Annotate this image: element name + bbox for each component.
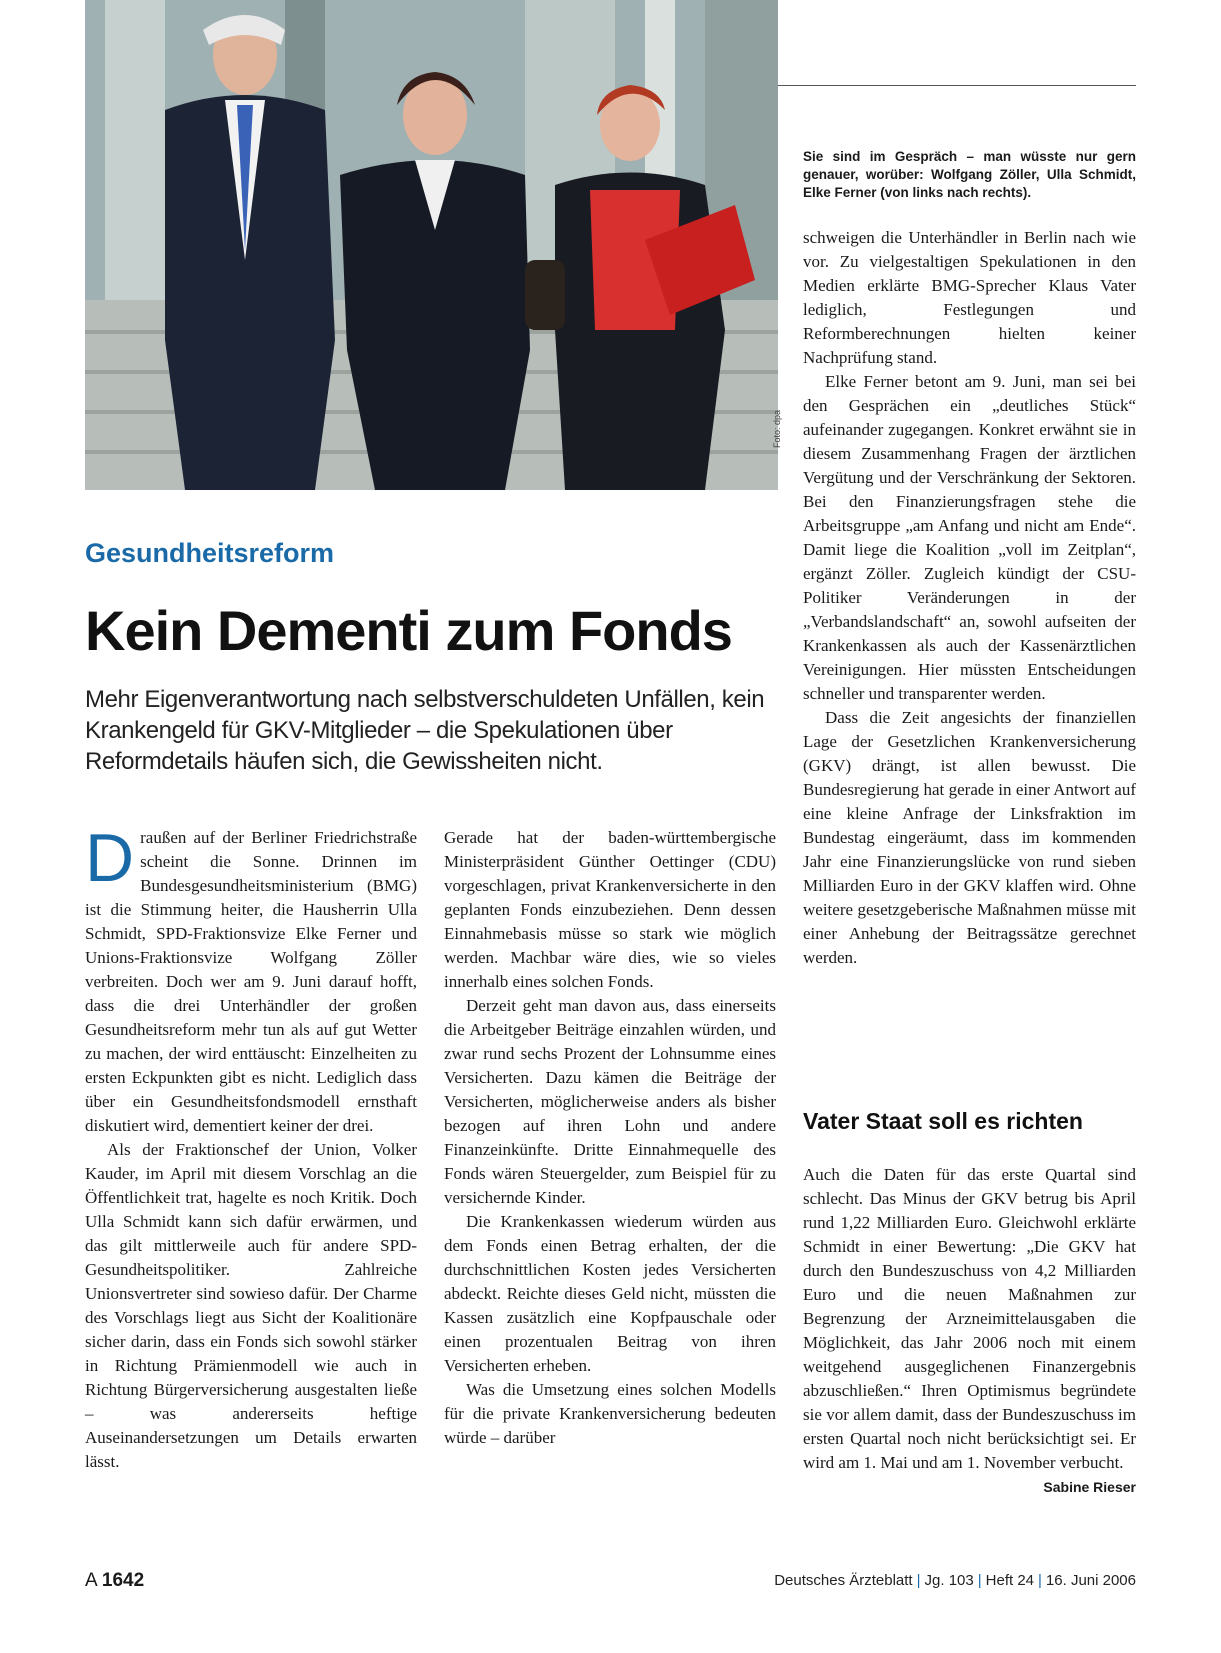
journal-footer: Deutsches Ärzteblatt | Jg. 103 | Heft 24 | 16. Juni 2006: [774, 1572, 1136, 1589]
kicker: Gesundheitsreform: [85, 538, 335, 568]
article-photo: [85, 0, 778, 490]
paragraph: [85, 820, 417, 1138]
top-rule: [778, 85, 1136, 86]
photo-caption: Sie sind im Gespräch – man wüsste nur gern genauer, worüber: Wolfgang Zöller, Ulla Schmidt, Elke Ferner (von links nach rechts).: [803, 149, 1136, 200]
paragraph: Derzeit geht man davon aus, dass einerseits die Arbeitgeber Beiträge einzahlen würden, und zwar rund sechs Prozent der Lohnsumme eines Versicherten. Dazu kämen die Beiträge der Versicherten, möglicherweise anders als bisher bezogen auf ihren Lohn und andere Finanzeinkünfte. Dritte Einnahmequelle des Fonds wären Steuergelder, zum Beispiel für zu versichernde Kinder.: [444, 996, 776, 1207]
paragraph: Dass die Zeit angesichts der finanziellen Lage der Gesetzlichen Krankenversicherung (GKV) drängt, ist allen bewusst. Die Bundesregierung hat gerade in einer Antwort auf eine kleine Anfrage der Linksfraktion im Bundestag eingeräumt, dass im kommenden Jahr eine Finanzierungslücke von rund sieben Milliarden Euro in der GKV klaffen wird. Ohne weitere gesetzgeberische Maßnahmen müsse mit einer Anhebung der Beitragssätze gerechnet werden.: [803, 708, 1136, 967]
journal-date: 16. Juni 2006: [1045, 1572, 1136, 1589]
photo-illustration: [85, 0, 778, 490]
article-column-2: [444, 826, 776, 1450]
page-prefix: A: [85, 1570, 97, 1591]
paragraph: Die Krankenkassen wiederum würden aus dem Fonds einen Betrag erhalten, der die durchschnittlichen Kosten jedes Versicherten abdeckt. Reichte dieses Geld nicht, müssten die Kassen zusätzlich eine Kopfpauschale oder einen prozentualen Beitrag von ihren Versicherten erheben.: [444, 1212, 776, 1375]
page-number: [85, 1570, 144, 1592]
paragraph: schweigen die Unterhändler in Berlin nach wie vor. Zu vielgestaltigen Spekulationen in den Medien erklärte BMG-Sprecher Klaus Vater lediglich, Festlegungen und Reformberechnungen hielten keiner Nachprüfung stand.: [803, 228, 1136, 367]
paragraph: Elke Ferner betont am 9. Juni, man sei bei den Gesprächen ein „deutliches Stück“ aufeinander zugegangen. Konkret erwähnt sie in diesem Zusammenhang Fragen der ärztlichen Vergütung und der Verschränkung der Sektoren. Bei den Finanzierungsfragen stehe die Arbeitsgruppe „am Anfang und nicht am Ende“. Damit liege die Koalition „voll im Zeitplan“, ergänzt Zöller. Zugleich kündigt der CSU-Politiker Veränderungen in der „Verbandslandschaft“ an, sowohl aufseiten der Krankenkassen als auch der Kassenärztlichen Vereinigungen. Hier müssten Entscheidungen schneller und transparenter werden.: [803, 372, 1136, 703]
subheading: Vater Staat soll es richten: [803, 1108, 1083, 1134]
drop-cap: D: [85, 820, 135, 896]
headline: Kein Dementi zum Fonds: [85, 599, 732, 662]
paragraph: Als der Fraktionschef der Union, Volker Kauder, im April mit diesem Vorschlag an die Öffentlichkeit trat, hagelte es noch Kritik. Doch Ulla Schmidt kann sich dafür erwärmen, und das gilt mittlerweile auch für andere SPD-Gesundheitspolitiker. Zahlreiche Unionsvertreter sind sowieso dafür. Der Charme des Vorschlags liegt aus Sicht der Koalitionäre sicher darin, dass ein Fonds sich sowohl stärker in Richtung Prämienmodell wie auch in Richtung Bürgerversicherung ausgestalten ließe – was andererseits heftige Auseinandersetzungen um Details erwarten lässt.: [85, 1140, 417, 1471]
paragraph: [803, 1163, 1136, 1495]
article-column-3-bottom: [803, 1163, 1136, 1499]
journal-name: Deutsches Ärzteblatt: [774, 1572, 913, 1589]
photo-credit: Foto: dpa: [772, 409, 782, 448]
page-number-value: 1642: [101, 1570, 145, 1591]
paragraph: Gerade hat der baden-württembergische Ministerpräsident Günther Oettinger (CDU) vorgeschlagen, privat Krankenversicherte in den geplanten Fonds einzubeziehen. Denn dessen Einnahmebasis müsse so stark wie möglich werden. Machbar wäre dies, wie so vieles innerhalb eines solchen Fonds.: [444, 828, 776, 991]
article-column-1: [85, 820, 417, 1474]
paragraph: Was die Umsetzung eines solchen Modells für die private Krankenversicherung bedeuten würde – darüber: [444, 1380, 776, 1447]
paragraph-text: Auch die Daten für das erste Quartal sind schlecht. Das Minus der GKV betrug bis April rund 1,22 Milliarden Euro. Gleichwohl erklärte Schmidt in einer Bewertung: „Die GKV hat durch den Bundeszuschuss von 4,2 Milliarden Euro und die neuen Maßnahmen zur Begrenzung der Arzneimittelausgaben die Möglichkeit, das Jahr 2006 noch mit einem weitgehend ausgeglichenen Finanzergebnis abzuschließen.“ Ihren Optimismus begründete sie vor allem damit, dass der Bundeszuschuss im ersten Quartal noch nicht berücksichtigt sei. Er wird am 1. Mai und am 1. November verbucht.: [803, 1165, 1136, 1472]
article-column-3: [803, 226, 1136, 970]
author-name: Sabine Rieser: [1043, 1479, 1136, 1495]
lead-text: Mehr Eigenverantwortung nach selbstverschuldeten Unfällen, kein Krankengeld für GKV-Mitglieder – die Spekulationen über Reformdetails häufen sich, die Gewissheiten nicht.: [85, 686, 765, 775]
journal-issue: Heft 24: [985, 1572, 1035, 1589]
journal-volume: Jg. 103: [924, 1572, 974, 1589]
paragraph-text: raußen auf der Berliner Friedrichstraße scheint die Sonne. Drinnen im Bundesgesundheitsministerium (BMG) ist die Stimmung heiter, die Hausherrin Ulla Schmidt, SPD-Fraktionsvize Elke Ferner und Unions-Fraktionsvize Wolfgang Zöller verbreiten. Doch wer am 9. Juni darauf hofft, dass die drei Unterhändler der großen Gesundheitsreform mehr tun als auf gut Wetter zu machen, der wird enttäuscht: Einzelheiten zu ersten Eckpunkten gibt es nicht. Lediglich dass über ein Gesundheitsfondsmodell ernsthaft diskutiert wird, dementiert keiner der drei.: [85, 828, 417, 1135]
